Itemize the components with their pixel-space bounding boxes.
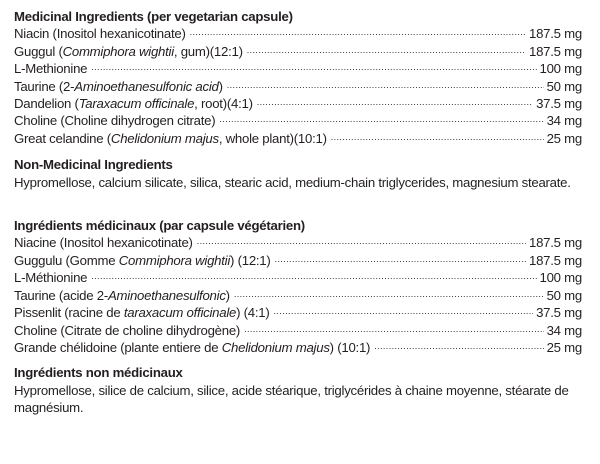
spacer: [14, 191, 582, 217]
ingredient-name: L-Methionine: [14, 61, 88, 77]
ingredients-panel: [14, 0, 582, 417]
spacer: [14, 356, 582, 364]
ingredient-row: [14, 269, 582, 286]
medicinal-ingredients-heading-fr: Ingrédients médicinaux (par capsule végétarien): [14, 218, 305, 234]
ingredient-amount: 34 mg: [546, 113, 582, 129]
ingredient-amount: 187.5 mg: [529, 252, 582, 268]
dot-leader: [244, 323, 544, 335]
ingredient-name: Taurine (acide 2-Aminoethanesulfonic): [14, 287, 230, 303]
ingredient-row: [14, 304, 582, 321]
ingredient-amount: 100 mg: [539, 61, 582, 77]
ingredient-row: [14, 95, 582, 112]
ingredient-row: [14, 25, 582, 42]
ingredient-name: Pissenlit (racine de taraxacum officinale) (4:1): [14, 305, 270, 321]
ingredient-amount: 37.5 mg: [536, 96, 582, 112]
dot-leader: [234, 288, 544, 300]
ingredient-name: Great celandine (Chelidonium majus, whole plant)(10:1): [14, 130, 327, 146]
dot-leader: [219, 113, 543, 125]
dot-leader: [374, 340, 543, 352]
ingredient-name: Dandelion (Taraxacum officinale, root)(4:1): [14, 96, 253, 112]
ingredient-amount: 187.5 mg: [529, 43, 582, 59]
ingredient-name: Taurine (2-Aminoethanesulfonic acid): [14, 78, 223, 94]
dot-leader: [197, 235, 526, 247]
dot-leader: [91, 61, 536, 73]
ingredient-row: [14, 252, 582, 269]
ingredient-name: L-Méthionine: [14, 270, 88, 286]
ingredient-amount: 37.5 mg: [536, 305, 582, 321]
ingredient-row: [14, 130, 582, 147]
dot-leader: [247, 44, 526, 56]
medicinal-ingredients-heading: Medicinal Ingredients (per vegetarian capsule): [14, 9, 293, 24]
ingredient-row: [14, 234, 582, 251]
spacer: [14, 147, 582, 156]
ingredient-name: Niacin (Inositol hexanicotinate): [14, 26, 186, 42]
ingredient-name: Guggulu (Gomme Commiphora wightii) (12:1): [14, 252, 271, 268]
ingredient-row: [14, 78, 582, 95]
ingredient-amount: 187.5 mg: [529, 26, 582, 42]
dot-leader: [331, 131, 544, 143]
ingredient-amount: 25 mg: [546, 130, 582, 146]
ingredient-amount: 50 mg: [546, 78, 582, 94]
ingredient-row: [14, 112, 582, 129]
non-medicinal-ingredients-heading: Non-Medicinal Ingredients: [14, 157, 173, 173]
ingredient-amount: 34 mg: [546, 322, 582, 338]
ingredient-row: [14, 43, 582, 60]
ingredient-amount: 100 mg: [539, 270, 582, 286]
ingredient-amount: 50 mg: [546, 287, 582, 303]
ingredient-row: [14, 339, 582, 356]
non-medicinal-ingredients-text-fr: Hypromellose, silice de calcium, silice, acide stéarique, triglycérides à chaine moyenne, stéarate de magnésium.: [14, 382, 569, 416]
ingredient-amount: 25 mg: [546, 339, 582, 355]
ingredient-name: Guggul (Commiphora wightii, gum)(12:1): [14, 43, 243, 59]
ingredient-name: Choline (Choline dihydrogen citrate): [14, 113, 216, 129]
ingredient-row: [14, 60, 582, 77]
dot-leader: [227, 79, 544, 91]
non-medicinal-ingredients-heading-fr: Ingrédients non médicinaux: [14, 365, 183, 381]
ingredient-row: [14, 322, 582, 339]
dot-leader: [190, 26, 526, 38]
dot-leader: [275, 253, 526, 265]
ingredient-name: Choline (Citrate de choline dihydrogène): [14, 322, 241, 338]
ingredient-name: Grande chélidoine (plante entiere de Chelidonium majus) (10:1): [14, 339, 371, 355]
ingredient-name: Niacine (Inositol hexanicotinate): [14, 235, 193, 251]
dot-leader: [91, 270, 536, 282]
ingredient-amount: 187.5 mg: [529, 235, 582, 251]
ingredient-row: [14, 287, 582, 304]
non-medicinal-ingredients-text: Hypromellose, calcium silicate, silica, stearic acid, medium-chain triglycerides, magnesium stearate.: [14, 174, 571, 190]
dot-leader: [257, 96, 533, 108]
dot-leader: [274, 305, 534, 317]
